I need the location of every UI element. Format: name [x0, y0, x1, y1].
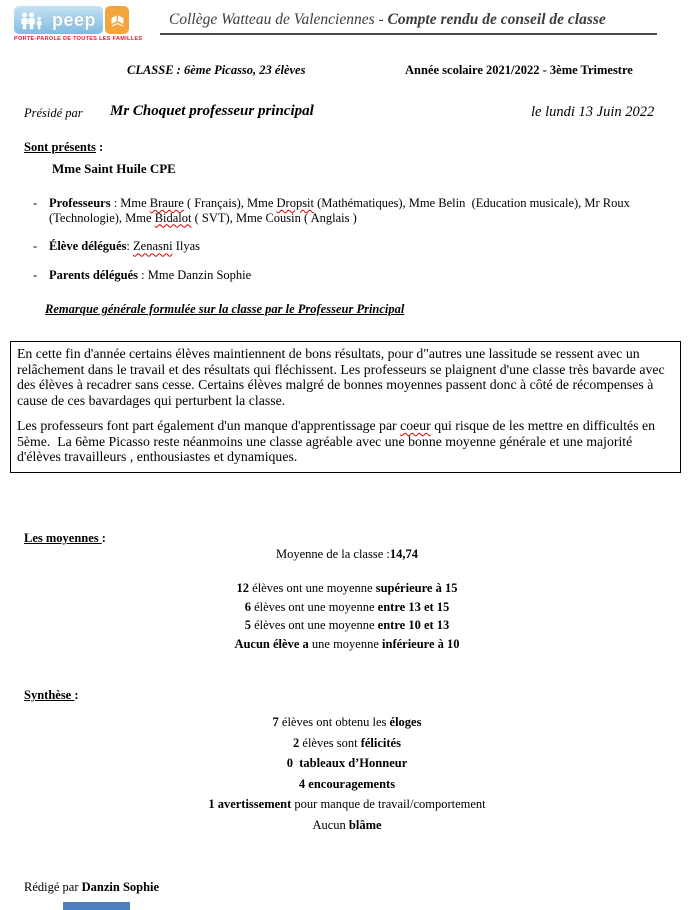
remark-p2-seg: qui risque de les mettre en difficultés en 5ème. La 6ème Picasso reste néanmoins une classe agréable avec une bonne moyenne générale et une majorité d'élèves travailleurs , enthousiastes et dynamiques. [17, 417, 659, 465]
redige-par [24, 880, 159, 895]
average-line: 5 élèves ont une moyenne entre 10 et 13 [244, 618, 450, 633]
attendee-professeurs [33, 196, 667, 225]
parents-delegues-label: Parents délégués [49, 267, 138, 282]
peep-logo-blue-box [14, 6, 103, 34]
professeur-name-dropsit: Dropsit [276, 196, 314, 210]
professeurs-seg: : Mme [110, 196, 150, 210]
bullet-dash: - [33, 196, 38, 210]
average-line: 12 élèves ont une moyenne supérieure à 15 [236, 581, 458, 595]
peep-logo [14, 6, 144, 42]
attendees-list [33, 196, 667, 297]
average-line: Aucun élève a une moyenne inférieure à 10 [234, 637, 460, 652]
synthese-colon: : [74, 688, 79, 702]
bullet-dash: - [33, 239, 38, 254]
logo-caption: PORTE-PAROLE DE TOUTES LES FAMILLES [14, 36, 143, 42]
sont-presents-label: Sont présents [24, 140, 96, 154]
bullet-dash: - [33, 267, 38, 282]
moyennes-label: Les moyennes [24, 531, 102, 545]
sont-presents-heading [24, 140, 103, 155]
president-name: Mr Choquet professeur principal [110, 103, 314, 119]
average-line: 6 élèves ont une moyenne entre 13 et 15 [244, 599, 450, 614]
eleves-delegues-label: Élève délégués [49, 239, 127, 254]
eleves-seg: Ilyas [172, 239, 201, 254]
moyennes-heading [24, 531, 106, 546]
class-average [0, 547, 694, 562]
redige-par-label: Rédigé par [24, 880, 82, 894]
parents-seg: : [138, 267, 148, 282]
redige-par-name: Danzin Sophie [81, 880, 160, 894]
remark-paragraph-1: En cette fin d'année certains élèves maintiennent de bons résultats, pour d"autres une lassitude se ressent avec un relâchement dans le travail et des résultats qui fléchissent. Les professeurs se plaignent d'une classe très bavarde avec des élèves à recadrer sans cesse. Certains élèves malgré de bonnes moyennes passent donc à côté de récompenses à cause de ces bavardages qui perturbent la classe. [17, 346, 669, 409]
cpe-attendee: Mme Saint Huile CPE [52, 161, 176, 176]
professeurs-seg: ( Français), Mme [183, 196, 277, 210]
attendee-parents-delegues [33, 268, 667, 283]
attendee-eleves-delegues [33, 239, 667, 254]
average-distribution [0, 579, 694, 654]
synthese-line: 4 encouragements [298, 776, 396, 791]
school-year-label: Année scolaire 2021/2022 - 3ème Trimestre [405, 63, 633, 77]
synthese-line: 7 élèves ont obtenu les éloges [272, 715, 422, 729]
moyennes-colon: : [101, 531, 106, 545]
title-underline [160, 33, 657, 35]
remarks-box [10, 341, 681, 473]
class-label: CLASSE : 6ème Picasso, 23 élèves [127, 63, 306, 77]
professeurs-seg: (Mathématiques), Mme Belin (Education musicale), Mr Roux (Technologie), Mme [49, 196, 634, 225]
synthese-line: Aucun blâme [312, 817, 382, 832]
remark-p2-seg: Les professeurs font part également d'un manque d'apprentissage par [17, 417, 401, 433]
remarque-heading-text: Remarque générale formulée sur la classe par le Professeur Principal [45, 302, 405, 316]
parent-delegue-name: Mme Danzin Sophie [147, 267, 252, 282]
professeur-name-braure: Braure [149, 196, 184, 210]
peep-logo-orange-box [105, 6, 129, 34]
remark-p2-misspelled-word: coeur [400, 417, 431, 433]
professeur-name-bidalot: Bidalot [154, 210, 192, 225]
preside-par-label: Présidé par [24, 106, 83, 120]
title-school-name: Collège Watteau de Valenciennes - [169, 11, 388, 28]
synthese-line: 2 élèves sont félicités [293, 735, 401, 750]
pages-icon [109, 12, 126, 29]
sont-presents-colon: : [95, 140, 104, 154]
class-average-label: Moyenne de la classe : [276, 547, 390, 561]
professeurs-label: Professeurs [49, 196, 111, 210]
remarque-heading [45, 302, 404, 317]
synthese-line: 0 tableaux d’Honneur [286, 756, 408, 771]
bottom-blue-bar [63, 902, 130, 910]
title-report-name: Compte rendu de conseil de classe [387, 11, 606, 28]
synthese-summary [0, 712, 694, 836]
synthese-line: 1 avertissement pour manque de travail/comportement [208, 797, 486, 812]
eleves-seg: : [126, 239, 134, 254]
class-average-value: 14,74 [389, 547, 418, 561]
synthese-label: Synthèse [24, 688, 75, 702]
eleve-delegue-name: Zenasni [133, 239, 173, 254]
peep-brand-text: peep [52, 10, 97, 30]
document-title [169, 11, 664, 29]
professeurs-seg: ( SVT), Mme Cousin ( Anglais ) [191, 210, 357, 225]
session-date: le lundi 13 Juin 2022 [531, 104, 655, 120]
family-figures-icon [19, 11, 49, 30]
synthese-heading [24, 688, 79, 703]
remark-paragraph-2 [17, 418, 673, 465]
